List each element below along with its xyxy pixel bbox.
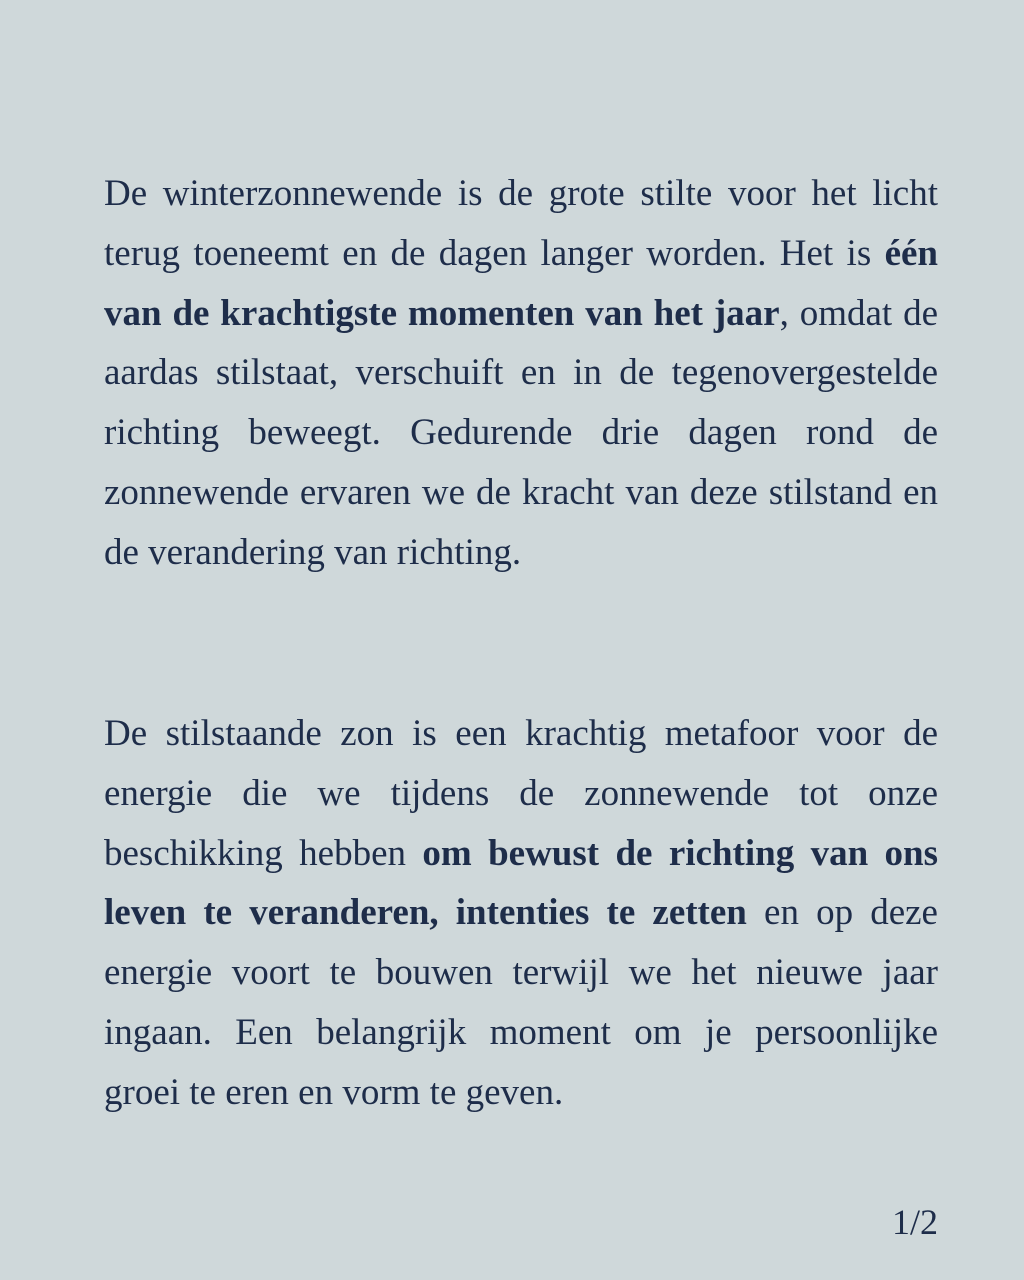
- page-number: 1/2: [891, 1202, 938, 1242]
- paragraph-1-text-start: De winterzonnewende is de grote stilte voor het licht terug toeneemt en de dagen langer worden. Het is: [104, 173, 938, 274]
- paragraph-2-text-end: en op deze energie voort te bouwen terwijl we het nieuwe jaar ingaan. Een belangrijk moment om je persoonlijke groei te eren en vorm te geven.: [104, 892, 938, 1113]
- paragraph-1-bold-highlight: één van de krachtigste momenten van het jaar: [104, 232, 938, 334]
- paragraph-solstice-intro: [104, 164, 938, 583]
- paragraph-2-bold-highlight: om bewust de richting van ons leven te veranderen, intenties te zetten: [104, 832, 938, 934]
- paragraph-2-text-start: De stilstaande zon is een krachtig metafoor voor de energie die we tijdens de zonnewende tot onze beschikking hebben: [104, 713, 938, 874]
- paragraph-1-text-end: , omdat de aardas stilstaat, verschuift en in de tegenovergestelde richting beweegt. Gedurende drie dagen rond de zonnewende ervaren we de kracht van deze stilstand en de verandering van richting.: [104, 292, 938, 573]
- paragraph-solstice-metaphor: [104, 704, 938, 1123]
